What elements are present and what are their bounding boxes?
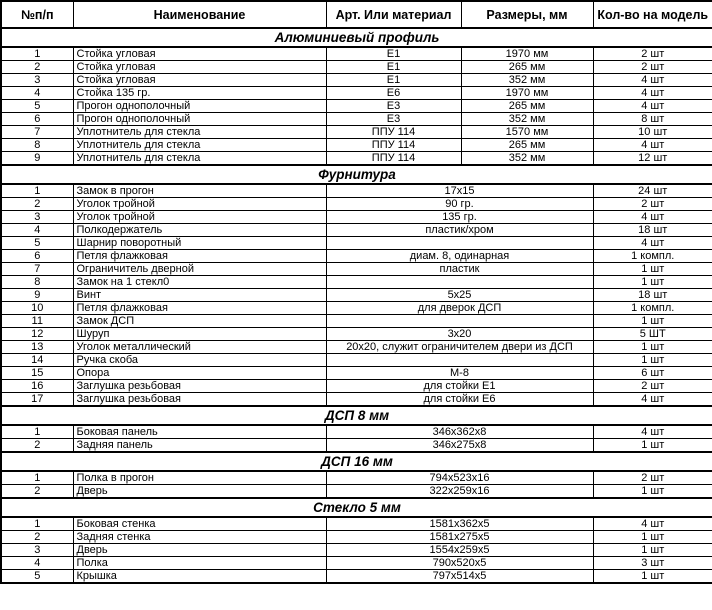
section-row (1, 498, 712, 517)
table-row (1, 113, 712, 126)
cell-qty: 2 шт (593, 47, 712, 61)
table-row (1, 302, 712, 315)
col-header-size: Размеры, мм (461, 1, 593, 28)
cell-name: Дверь (73, 485, 326, 499)
cell-qty: 4 шт (593, 100, 712, 113)
cell-qty: 6 шт (593, 367, 712, 380)
cell-art-size (326, 237, 593, 250)
cell-art-size: 794х523х16 (326, 471, 593, 485)
cell-name: Уголок тройной (73, 211, 326, 224)
cell-art-size: диам. 8, одинарная (326, 250, 593, 263)
cell-name: Замок ДСП (73, 315, 326, 328)
cell-num: 7 (1, 126, 73, 139)
cell-art-size: 346х275х8 (326, 439, 593, 453)
cell-name: Опора (73, 367, 326, 380)
cell-name: Полка в прогон (73, 471, 326, 485)
table-row (1, 531, 712, 544)
table-body (1, 28, 712, 583)
cell-art-size (326, 276, 593, 289)
cell-size: 265 мм (461, 139, 593, 152)
cell-num: 2 (1, 61, 73, 74)
cell-num: 7 (1, 263, 73, 276)
cell-num: 12 (1, 328, 73, 341)
cell-art-size: 90 гр. (326, 198, 593, 211)
table-row (1, 152, 712, 166)
cell-size: 352 мм (461, 152, 593, 166)
cell-name: Шарнир поворотный (73, 237, 326, 250)
cell-name: Стойка 135 гр. (73, 87, 326, 100)
cell-qty: 1 шт (593, 354, 712, 367)
cell-name: Замок в прогон (73, 184, 326, 198)
cell-qty: 4 шт (593, 211, 712, 224)
cell-qty: 4 шт (593, 517, 712, 531)
cell-size: 1970 мм (461, 47, 593, 61)
table-row (1, 393, 712, 407)
cell-num: 13 (1, 341, 73, 354)
cell-num: 6 (1, 250, 73, 263)
cell-art-size: 346х362х8 (326, 425, 593, 439)
cell-name: Уголок тройной (73, 198, 326, 211)
table-row (1, 367, 712, 380)
cell-art: ППУ 114 (326, 139, 461, 152)
cell-art-size: 1554х259х5 (326, 544, 593, 557)
cell-num: 3 (1, 211, 73, 224)
cell-name: Уголок металлический (73, 341, 326, 354)
cell-name: Винт (73, 289, 326, 302)
cell-num: 4 (1, 87, 73, 100)
cell-num: 1 (1, 471, 73, 485)
section-title: Стекло 5 мм (1, 498, 712, 517)
cell-num: 10 (1, 302, 73, 315)
cell-qty: 18 шт (593, 289, 712, 302)
cell-num: 5 (1, 237, 73, 250)
cell-num: 1 (1, 517, 73, 531)
cell-art-size: для дверок ДСП (326, 302, 593, 315)
cell-name: Задняя стенка (73, 531, 326, 544)
table-row (1, 439, 712, 453)
table-row (1, 237, 712, 250)
table-row (1, 341, 712, 354)
cell-size: 1570 мм (461, 126, 593, 139)
cell-name: Полкодержатель (73, 224, 326, 237)
cell-num: 1 (1, 47, 73, 61)
cell-name: Дверь (73, 544, 326, 557)
cell-qty: 2 шт (593, 380, 712, 393)
cell-name: Заглушка резьбовая (73, 393, 326, 407)
cell-name: Прогон однополочный (73, 100, 326, 113)
cell-qty: 1 компл. (593, 302, 712, 315)
cell-qty: 10 шт (593, 126, 712, 139)
cell-art-size: 17х15 (326, 184, 593, 198)
table-row (1, 425, 712, 439)
cell-art-size (326, 315, 593, 328)
table-row (1, 198, 712, 211)
cell-num: 9 (1, 289, 73, 302)
cell-art: Е1 (326, 47, 461, 61)
cell-qty: 18 шт (593, 224, 712, 237)
cell-art-size: 322х259х16 (326, 485, 593, 499)
cell-qty: 4 шт (593, 139, 712, 152)
cell-art: ППУ 114 (326, 126, 461, 139)
cell-art-size: 1581х362х5 (326, 517, 593, 531)
cell-num: 14 (1, 354, 73, 367)
section-row (1, 28, 712, 47)
cell-name: Стойка угловая (73, 47, 326, 61)
cell-name: Шуруп (73, 328, 326, 341)
section-title: Алюминиевый профиль (1, 28, 712, 47)
section-row (1, 165, 712, 184)
cell-art-size (326, 354, 593, 367)
col-header-qty: Кол-во на модель (593, 1, 712, 28)
section-row (1, 406, 712, 425)
cell-qty: 3 шт (593, 557, 712, 570)
section-row (1, 452, 712, 471)
cell-art: Е1 (326, 61, 461, 74)
cell-art: Е6 (326, 87, 461, 100)
table-row (1, 276, 712, 289)
cell-size: 265 мм (461, 61, 593, 74)
cell-name: Заглушка резьбовая (73, 380, 326, 393)
cell-num: 3 (1, 544, 73, 557)
cell-art-size: 797х514х5 (326, 570, 593, 584)
cell-art: ППУ 114 (326, 152, 461, 166)
table-row (1, 250, 712, 263)
cell-num: 9 (1, 152, 73, 166)
cell-art: Е3 (326, 113, 461, 126)
cell-qty: 12 шт (593, 152, 712, 166)
cell-name: Ручка скоба (73, 354, 326, 367)
col-header-art: Арт. Или материал (326, 1, 461, 28)
cell-size: 265 мм (461, 100, 593, 113)
cell-qty: 1 шт (593, 263, 712, 276)
cell-num: 3 (1, 74, 73, 87)
table-row (1, 517, 712, 531)
section-title: ДСП 8 мм (1, 406, 712, 425)
cell-num: 4 (1, 224, 73, 237)
cell-qty: 2 шт (593, 471, 712, 485)
table-row (1, 224, 712, 237)
section-title: ДСП 16 мм (1, 452, 712, 471)
cell-num: 11 (1, 315, 73, 328)
table-row (1, 126, 712, 139)
cell-art: Е3 (326, 100, 461, 113)
cell-qty: 1 компл. (593, 250, 712, 263)
table-row (1, 61, 712, 74)
col-header-name: Наименование (73, 1, 326, 28)
cell-num: 5 (1, 570, 73, 584)
cell-name: Замок на 1 стекл0 (73, 276, 326, 289)
cell-qty: 4 шт (593, 87, 712, 100)
cell-qty: 24 шт (593, 184, 712, 198)
table-row (1, 47, 712, 61)
cell-art-size: М-8 (326, 367, 593, 380)
cell-qty: 4 шт (593, 74, 712, 87)
cell-num: 15 (1, 367, 73, 380)
table-row (1, 74, 712, 87)
cell-qty: 1 шт (593, 276, 712, 289)
table-header-row (1, 1, 712, 28)
cell-name: Прогон однополочный (73, 113, 326, 126)
cell-num: 2 (1, 531, 73, 544)
cell-art-size: 1581х275х5 (326, 531, 593, 544)
cell-name: Крышка (73, 570, 326, 584)
cell-qty: 8 шт (593, 113, 712, 126)
cell-name: Стойка угловая (73, 61, 326, 74)
cell-qty: 4 шт (593, 393, 712, 407)
cell-art-size: 790х520х5 (326, 557, 593, 570)
cell-art: Е1 (326, 74, 461, 87)
table-row (1, 289, 712, 302)
cell-name: Полка (73, 557, 326, 570)
table-row (1, 380, 712, 393)
cell-qty: 4 шт (593, 237, 712, 250)
cell-name: Стойка угловая (73, 74, 326, 87)
cell-art-size: для стойки Е1 (326, 380, 593, 393)
table-row (1, 557, 712, 570)
cell-art-size: 135 гр. (326, 211, 593, 224)
table-row (1, 184, 712, 198)
cell-num: 8 (1, 276, 73, 289)
cell-qty: 1 шт (593, 315, 712, 328)
cell-qty: 5 ШТ (593, 328, 712, 341)
table-row (1, 315, 712, 328)
cell-art-size: 5х25 (326, 289, 593, 302)
cell-num: 2 (1, 439, 73, 453)
cell-num: 16 (1, 380, 73, 393)
table-row (1, 570, 712, 584)
cell-qty: 1 шт (593, 570, 712, 584)
cell-num: 8 (1, 139, 73, 152)
col-header-num: №п/п (1, 1, 73, 28)
table-row (1, 328, 712, 341)
cell-qty: 1 шт (593, 544, 712, 557)
table-row (1, 211, 712, 224)
cell-name: Боковая панель (73, 425, 326, 439)
table-row (1, 263, 712, 276)
cell-qty: 2 шт (593, 198, 712, 211)
table-row (1, 354, 712, 367)
cell-num: 6 (1, 113, 73, 126)
table-row (1, 485, 712, 499)
cell-qty: 1 шт (593, 439, 712, 453)
cell-name: Задняя панель (73, 439, 326, 453)
cell-num: 17 (1, 393, 73, 407)
cell-name: Петля флажковая (73, 250, 326, 263)
cell-num: 1 (1, 425, 73, 439)
cell-name: Уплотнитель для стекла (73, 126, 326, 139)
cell-qty: 1 шт (593, 341, 712, 354)
cell-name: Боковая стенка (73, 517, 326, 531)
cell-name: Уплотнитель для стекла (73, 152, 326, 166)
section-title: Фурнитура (1, 165, 712, 184)
cell-num: 1 (1, 184, 73, 198)
cell-num: 2 (1, 485, 73, 499)
table-row (1, 544, 712, 557)
cell-art-size: пластик (326, 263, 593, 276)
cell-qty: 4 шт (593, 425, 712, 439)
table-row (1, 87, 712, 100)
cell-num: 5 (1, 100, 73, 113)
cell-name: Уплотнитель для стекла (73, 139, 326, 152)
cell-num: 2 (1, 198, 73, 211)
cell-art-size: 20х20, служит ограничителем двери из ДСП (326, 341, 593, 354)
cell-size: 1970 мм (461, 87, 593, 100)
cell-qty: 2 шт (593, 61, 712, 74)
cell-size: 352 мм (461, 113, 593, 126)
cell-art-size: пластик/хром (326, 224, 593, 237)
cell-qty: 1 шт (593, 531, 712, 544)
cell-qty: 1 шт (593, 485, 712, 499)
cell-size: 352 мм (461, 74, 593, 87)
table-row (1, 471, 712, 485)
table-row (1, 100, 712, 113)
table-row (1, 139, 712, 152)
cell-num: 4 (1, 557, 73, 570)
cell-name: Петля флажковая (73, 302, 326, 315)
cell-art-size: 3х20 (326, 328, 593, 341)
cell-art-size: для стойки Е6 (326, 393, 593, 407)
cell-name: Ограничитель дверной (73, 263, 326, 276)
